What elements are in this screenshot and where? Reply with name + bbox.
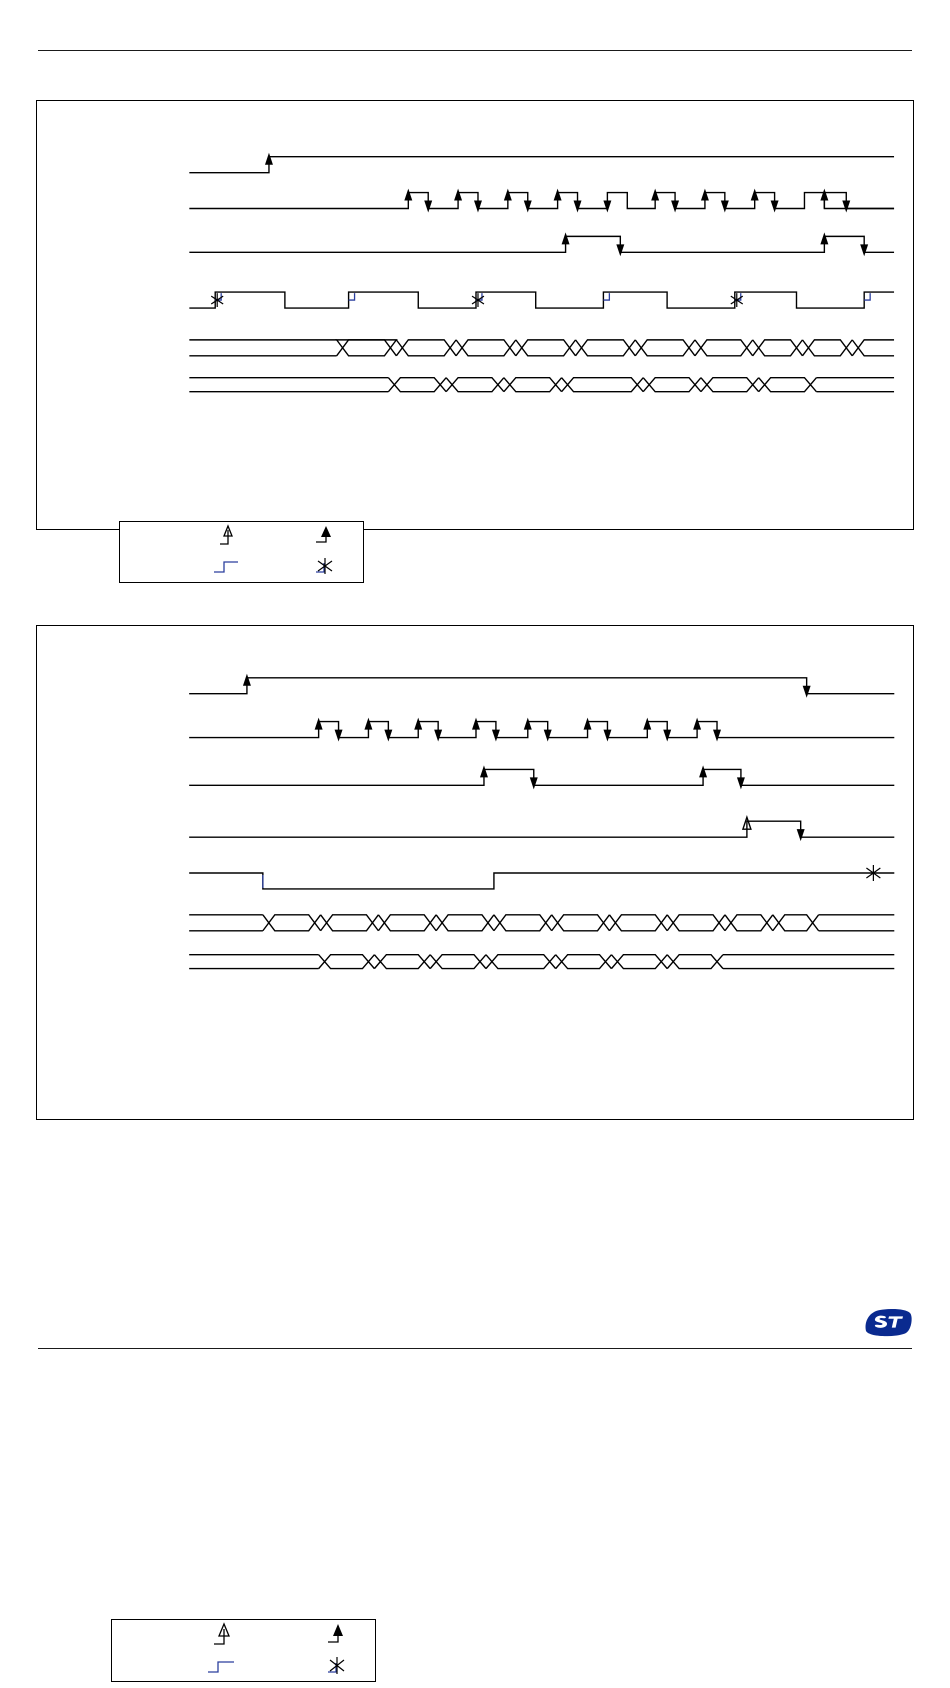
signal-row-1 [189, 674, 894, 698]
signal-row-6 [189, 915, 894, 931]
timing-diagram-upper [36, 100, 914, 530]
legend-symbols-1 [120, 522, 365, 584]
header-rule [38, 50, 912, 51]
signal-row-3 [189, 765, 894, 789]
signal-row-1 [189, 153, 894, 173]
footer-rule [38, 1348, 912, 1349]
signal-row-2 [189, 718, 894, 742]
signal-row-5 [189, 340, 894, 356]
legend-symbols-2 [112, 1620, 377, 1683]
timing-diagram-lower [36, 625, 914, 1120]
signal-row-4 [189, 817, 894, 841]
signal-row-4 [189, 292, 894, 308]
signal-row-3 [189, 232, 894, 256]
signal-row-5 [189, 873, 894, 889]
legend-box-1 [119, 521, 364, 583]
legend-box-2 [111, 1619, 376, 1682]
waveform-canvas-lower [37, 626, 913, 1119]
waveform-canvas-upper [37, 101, 913, 529]
signal-row-2 [189, 189, 894, 213]
signal-row-7 [189, 955, 894, 969]
st-logo [862, 1305, 914, 1339]
signal-row-6 [189, 378, 894, 392]
